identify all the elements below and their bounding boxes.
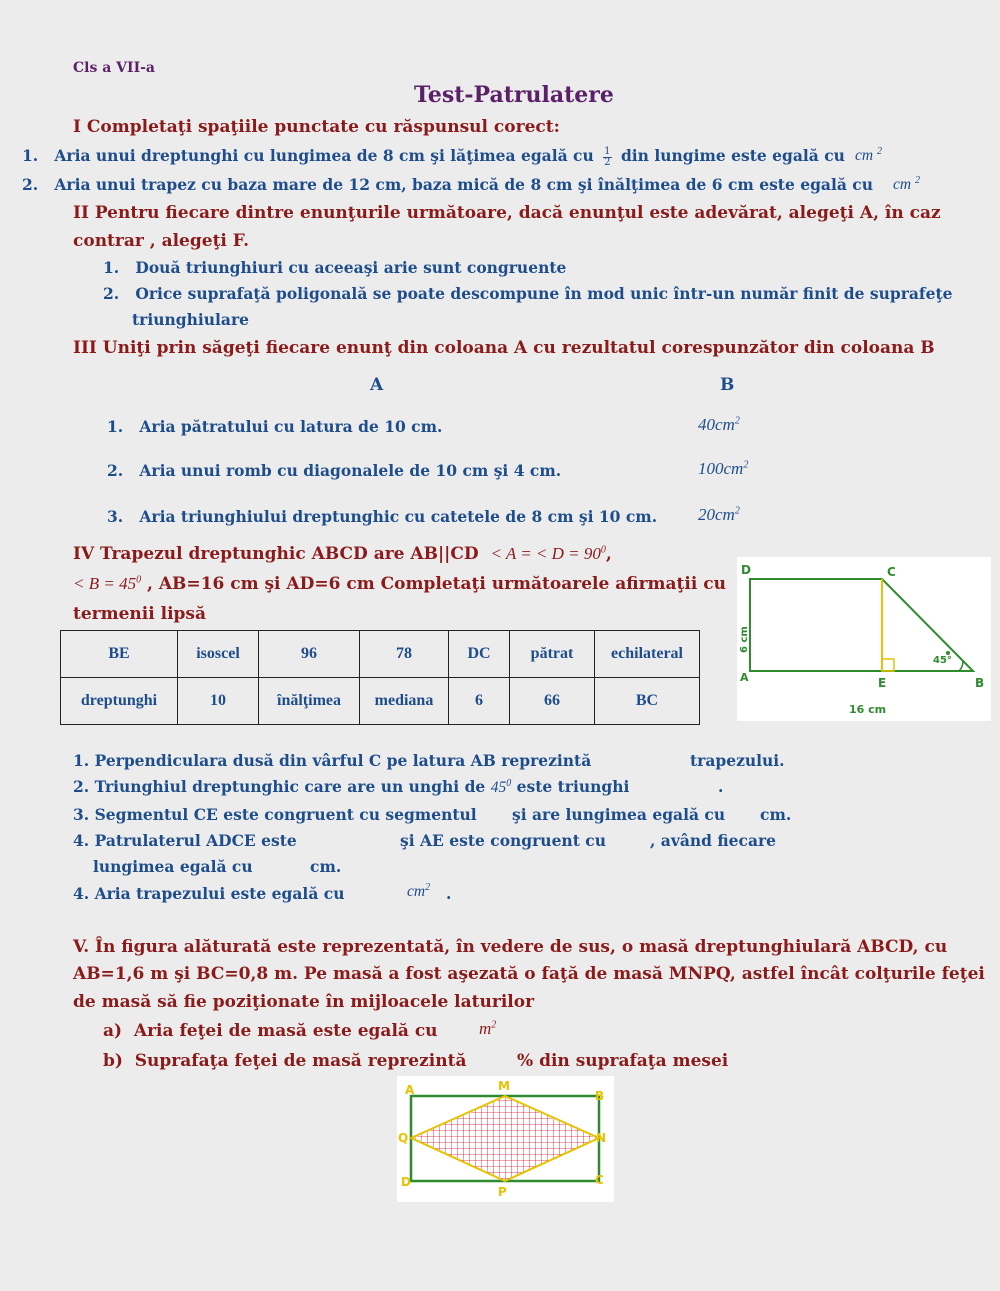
exponent: 2: [425, 882, 431, 893]
side-label: 6 cm: [739, 626, 750, 653]
table-cell: BE: [61, 631, 178, 678]
value: 100: [698, 459, 724, 478]
column-b-header: B: [720, 375, 735, 395]
terms-table: [60, 630, 700, 725]
trapezoid-figure: [737, 557, 991, 721]
match-value-2: [698, 459, 748, 479]
table-cell: înălţimea: [259, 678, 360, 725]
column-a-header: A: [370, 375, 384, 395]
table-cell: pătrat: [510, 631, 595, 678]
statement-1a: 1. Perpendiculara dusă din vârful C pe latura AB reprezintă: [73, 751, 592, 770]
section5-item-b: [103, 1051, 466, 1071]
math: 45: [490, 779, 507, 796]
exponent: 2: [876, 146, 882, 157]
item-text: Aria unui dreptunghi cu lungimea de 8 cm şi lăţimea egală cu: [54, 146, 594, 165]
fraction-denominator: 2: [604, 156, 611, 168]
unit: cm: [407, 883, 426, 901]
unit: cm: [893, 176, 912, 194]
math: < B = 45: [73, 574, 137, 593]
exponent: 2: [914, 175, 920, 186]
exponent: 2: [734, 505, 740, 517]
label-q: Q: [398, 1131, 409, 1145]
label-e: E: [878, 676, 887, 690]
tablecloth-rhombus: [411, 1096, 599, 1181]
unit: cm: [715, 505, 735, 524]
section1-item-2: [22, 175, 873, 194]
label-b: B: [975, 676, 985, 690]
unit: m: [479, 1019, 492, 1038]
section2-item-2-cont: triunghiulare: [132, 310, 249, 329]
exponent: 0: [600, 544, 606, 556]
statement-3b: şi are lungimea egală cu: [512, 805, 726, 824]
comma: ,: [605, 544, 612, 564]
angle-label: 45°: [933, 655, 952, 666]
item-label: a): [103, 1021, 123, 1041]
match-item-2: [107, 461, 561, 480]
table-row: [61, 631, 700, 678]
exponent: 0: [136, 574, 142, 586]
section4-line2: [73, 574, 726, 594]
section1-heading: I Completaţi spaţiile punctate cu răspunsul corect:: [73, 117, 560, 137]
table-cell: DC: [449, 631, 510, 678]
section4-line1: [73, 544, 612, 564]
item-number: 2.: [107, 461, 124, 480]
item-text: Orice suprafaţă poligonală se poate descompune în mod unic într-un număr finit de suprafeţe: [135, 284, 953, 303]
angle-expression: [73, 574, 141, 593]
trapezoid-diagram: [737, 557, 991, 721]
table-cell: dreptunghi: [61, 678, 178, 725]
statement-4d: lungimea egală cu: [93, 857, 253, 876]
label-p: P: [498, 1185, 507, 1199]
match-value-3: [698, 505, 740, 525]
math: < A = < D = 90: [490, 544, 601, 563]
item-text: Aria pătratului cu latura de 10 cm.: [139, 417, 443, 436]
base-label: 16 cm: [849, 703, 887, 716]
item-text: Aria triunghiului dreptunghic cu catetele de 8 cm şi 10 cm.: [139, 507, 658, 526]
angle-value: [491, 779, 512, 796]
item-text: Aria unui trapez cu baza mare de 12 cm, baza mică de 8 cm şi înălţimea de 6 cm este egală cu: [54, 175, 873, 194]
label-a: A: [405, 1083, 415, 1097]
match-value-1: [698, 415, 740, 435]
item-text: Două triunghiuri cu aceeaşi arie sunt congruente: [135, 258, 567, 277]
value: 40: [698, 415, 715, 434]
item-text: din lungime este egală cu: [620, 146, 845, 165]
table-cell: mediana: [360, 678, 449, 725]
label-b: B: [595, 1089, 605, 1103]
label-d: D: [741, 563, 751, 577]
item-number: 3.: [107, 507, 124, 526]
class-label: Cls a VII-a: [73, 60, 156, 76]
table-cell: BC: [595, 678, 700, 725]
section2-item-2: [103, 284, 952, 303]
answer-unit: [855, 146, 882, 165]
match-item-1: [107, 417, 442, 436]
label-c: C: [595, 1173, 604, 1187]
table-cell: 96: [259, 631, 360, 678]
unit: cm: [723, 459, 744, 478]
statement-4a: 4. Patrulaterul ADCE este: [73, 831, 297, 850]
statement-4e: cm.: [310, 857, 342, 876]
section5-item-a: [103, 1021, 438, 1041]
table-row: [61, 678, 700, 725]
exponent: 2: [743, 459, 749, 471]
section2-heading-line1: II Pentru fiecare dintre enunţurile următoare, dacă enunţul este adevărat, alegeţi A, în caz: [73, 203, 941, 223]
statement-3c: cm.: [760, 805, 792, 824]
exponent: 0: [506, 777, 512, 789]
fraction: [603, 147, 611, 168]
exponent: 2: [734, 415, 740, 427]
section5-line2: AB=1,6 m şi BC=0,8 m. Pe masă a fost aşezată o faţă de masă MNPQ, astfel încât colţurile feţei: [73, 964, 985, 984]
section4-text: , AB=16 cm şi AD=6 cm Completaţi următoarele afirmaţii cu: [147, 574, 726, 594]
label-n: N: [596, 1131, 607, 1145]
match-item-3: [107, 507, 657, 526]
table-cell: isoscel: [178, 631, 259, 678]
tablecloth-figure: [397, 1076, 614, 1202]
section3-heading: III Uniţi prin săgeţi fiecare enunţ din coloana A cu rezultatul corespunzător din coloana B: [73, 338, 935, 358]
section2-heading-line2: contrar , alegeţi F.: [73, 231, 250, 251]
statement-2c: .: [718, 777, 724, 796]
section2-item-1: [103, 258, 566, 277]
statement-1b: trapezului.: [690, 751, 785, 770]
angle-arc: [959, 661, 963, 671]
exponent: 2: [491, 1019, 497, 1031]
section4-line3: termenii lipsă: [73, 604, 207, 624]
table-cell: 10: [178, 678, 259, 725]
label-c: C: [887, 565, 896, 579]
statement-5a: 4. Aria trapezului este egală cu: [73, 884, 345, 903]
value: 20: [698, 505, 715, 524]
fraction-numerator: 1: [604, 145, 611, 157]
unit: cm: [855, 147, 874, 165]
section5-line3: de masă să fie poziţionate în mijloacele laturilor: [73, 992, 535, 1012]
table-cell: 6: [449, 678, 510, 725]
item-number: 1.: [22, 146, 39, 165]
item-label: b): [103, 1051, 123, 1071]
item-number: 2.: [22, 175, 39, 194]
item-number: 1.: [107, 417, 124, 436]
statement-3a: 3. Segmentul CE este congruent cu segmentul: [73, 805, 477, 824]
statement-4b: şi AE este congruent cu: [400, 831, 606, 850]
section5-item-b-end: % din suprafaţa mesei: [517, 1051, 729, 1071]
section1-item-1: [22, 146, 845, 168]
item-text: Aria unui romb cu diagonalele de 10 cm şi 4 cm.: [139, 461, 562, 480]
table-cell: 66: [510, 678, 595, 725]
right-angle-mark: [882, 659, 894, 671]
item-number: 1.: [103, 258, 120, 277]
statement-5b: .: [446, 884, 452, 903]
statement-5-unit: [407, 882, 430, 901]
section5-line1: V. În figura alăturată este reprezentată, în vedere de sus, o masă dreptunghiulară ABCD, cu: [73, 937, 948, 957]
page-title: Test-Patrulatere: [414, 82, 614, 108]
table-cell: 78: [360, 631, 449, 678]
label-d: D: [401, 1175, 411, 1189]
item-text: Aria feţei de masă este egală cu: [133, 1021, 438, 1041]
section5-unit: [479, 1019, 496, 1039]
statement-4c: , având fiecare: [650, 831, 777, 850]
table-cell: echilateral: [595, 631, 700, 678]
label-a: A: [740, 671, 749, 684]
section4-text: IV Trapezul dreptunghic ABCD are AB||CD: [73, 544, 479, 564]
tablecloth-diagram: [397, 1076, 614, 1202]
angle-expression: [490, 544, 605, 563]
statement-text: 2. Triunghiul dreptunghic care are un unghi de: [73, 777, 486, 796]
item-text: Suprafaţa feţei de masă reprezintă: [134, 1051, 467, 1071]
label-m: M: [498, 1079, 510, 1093]
statement-text: este triunghi: [516, 777, 630, 796]
unit: cm: [715, 415, 735, 434]
statement-2a: [73, 777, 629, 797]
item-number: 2.: [103, 284, 120, 303]
answer-unit: [893, 175, 920, 194]
